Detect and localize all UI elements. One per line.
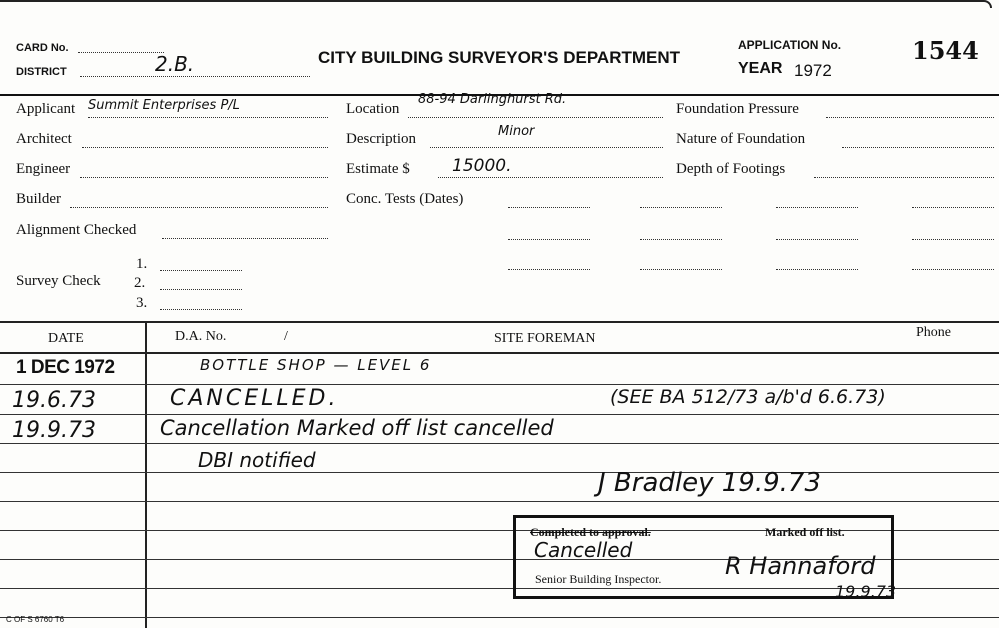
stamp-marked-label: Marked off list. bbox=[765, 525, 845, 539]
row-date: 19.6.73 bbox=[12, 388, 96, 413]
card-top-border bbox=[0, 0, 992, 8]
survey-num-3: 3. bbox=[136, 295, 148, 311]
estimate-line bbox=[438, 177, 663, 178]
nature-foundation-line bbox=[842, 147, 994, 148]
conc-line bbox=[912, 207, 994, 208]
da-slash: / bbox=[284, 329, 288, 344]
location-value: 88-94 Darlinghurst Rd. bbox=[418, 92, 567, 107]
depth-footings-label: Depth of Footings bbox=[676, 161, 786, 177]
form-code: C OF S 6760 T6 bbox=[6, 615, 65, 624]
conc-line bbox=[776, 207, 858, 208]
foundation-pressure-line bbox=[826, 117, 994, 118]
date-column-rule bbox=[145, 322, 147, 628]
card-no-line bbox=[78, 52, 164, 53]
survey-line-3 bbox=[160, 309, 242, 310]
conc-line bbox=[640, 207, 722, 208]
location-line bbox=[408, 117, 663, 118]
table-row-rule bbox=[0, 414, 999, 415]
builder-line bbox=[70, 207, 328, 208]
survey-num-2: 2. bbox=[134, 275, 146, 291]
row-date: 19.9.73 bbox=[12, 418, 96, 443]
table-row-rule bbox=[0, 443, 999, 444]
da-header: D.A. No. bbox=[175, 329, 227, 344]
alignment-label: Alignment Checked bbox=[16, 222, 137, 238]
table-row-rule bbox=[0, 501, 999, 502]
engineer-label: Engineer bbox=[16, 161, 71, 177]
district-line bbox=[80, 76, 310, 77]
depth-footings-line bbox=[814, 177, 994, 178]
nature-foundation-label: Nature of Foundation bbox=[676, 131, 806, 147]
conc-line bbox=[776, 239, 858, 240]
date-header: DATE bbox=[48, 331, 84, 346]
department-title: CITY BUILDING SURVEYOR'S DEPARTMENT bbox=[318, 48, 681, 67]
stamp-inspector-label: Senior Building Inspector. bbox=[535, 572, 662, 586]
row-note: (SEE BA 512/73 a/b'd 6.6.73) bbox=[610, 386, 886, 408]
stamp-date: 19.9.73 bbox=[835, 582, 897, 601]
estimate-value: 15000. bbox=[452, 156, 512, 176]
table-top-rule bbox=[0, 321, 999, 323]
table-row-rule bbox=[0, 472, 999, 473]
applicant-label: Applicant bbox=[16, 101, 76, 117]
description-label: Description bbox=[346, 131, 416, 147]
description-value: Minor bbox=[498, 124, 535, 139]
foreman-signature: J Bradley 19.9.73 bbox=[598, 468, 822, 498]
conc-line bbox=[508, 239, 590, 240]
engineer-line bbox=[80, 177, 328, 178]
row-entry: Cancellation Marked off list cancelled bbox=[160, 416, 554, 440]
description-line bbox=[430, 147, 663, 148]
survey-label: Survey Check bbox=[16, 273, 101, 289]
survey-line-2 bbox=[160, 289, 242, 290]
foundation-pressure-label: Foundation Pressure bbox=[676, 101, 799, 117]
conc-line bbox=[912, 269, 994, 270]
stamp-inspector-signature: R Hannaford bbox=[725, 552, 876, 580]
survey-line-1 bbox=[160, 270, 242, 271]
survey-num-1: 1. bbox=[136, 256, 148, 272]
card-no-label: CARD No. bbox=[16, 42, 69, 54]
row-entry: CANCELLED. bbox=[170, 386, 339, 411]
conc-line bbox=[912, 239, 994, 240]
district-value: 2.B. bbox=[155, 52, 195, 76]
applicant-value: Summit Enterprises P/L bbox=[88, 98, 240, 113]
stamp-handwritten: Cancelled bbox=[534, 538, 633, 562]
row-entry: BOTTLE SHOP — LEVEL 6 bbox=[200, 356, 432, 374]
alignment-line bbox=[162, 238, 328, 239]
district-label: DISTRICT bbox=[16, 66, 67, 78]
conc-line bbox=[508, 269, 590, 270]
conc-tests-label: Conc. Tests (Dates) bbox=[346, 191, 464, 207]
row-date: 1 DEC 1972 bbox=[16, 357, 115, 378]
conc-line bbox=[776, 269, 858, 270]
applicant-line bbox=[88, 117, 328, 118]
conc-line bbox=[640, 239, 722, 240]
table-row-rule bbox=[0, 384, 999, 385]
conc-line bbox=[508, 207, 590, 208]
application-no: 1544 bbox=[912, 36, 979, 65]
stamp-completed-label: Completed to approval. bbox=[530, 525, 651, 539]
row-entry: DBI notified bbox=[198, 448, 316, 472]
site-foreman-header: SITE FOREMAN bbox=[494, 331, 596, 346]
location-label: Location bbox=[346, 101, 400, 117]
conc-line bbox=[640, 269, 722, 270]
table-row-rule bbox=[0, 352, 999, 354]
year-value: 1972 bbox=[794, 61, 832, 80]
architect-line bbox=[82, 147, 328, 148]
application-no-label: APPLICATION No. bbox=[738, 38, 842, 52]
phone-header: Phone bbox=[916, 325, 951, 340]
year-label: YEAR bbox=[738, 60, 783, 77]
builder-label: Builder bbox=[16, 191, 61, 207]
table-row-rule bbox=[0, 617, 999, 618]
estimate-label: Estimate $ bbox=[346, 161, 410, 177]
architect-label: Architect bbox=[16, 131, 72, 147]
